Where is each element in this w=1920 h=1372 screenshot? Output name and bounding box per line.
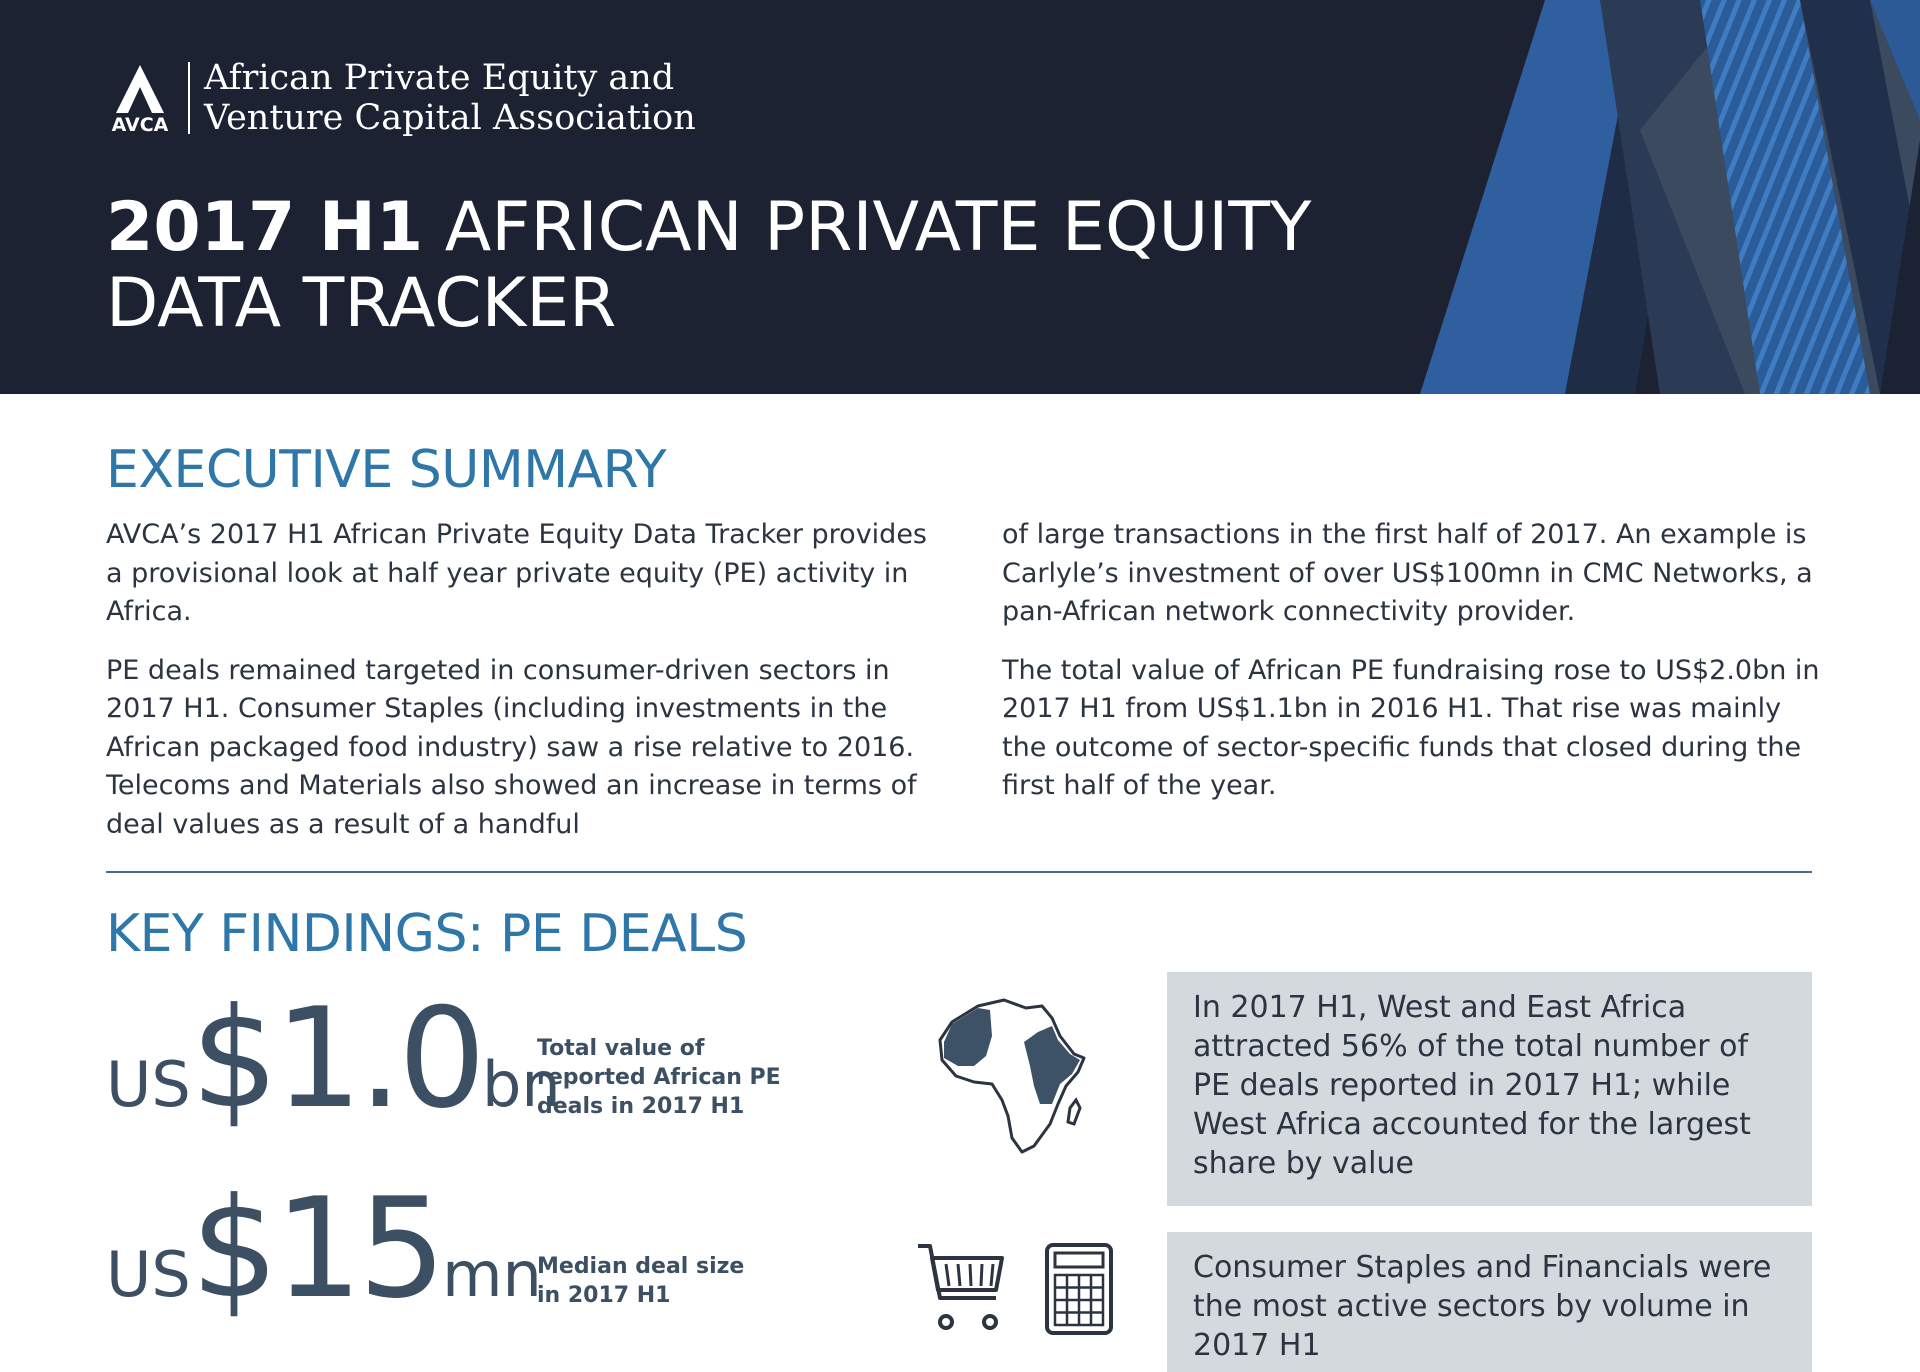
calculator-icon bbox=[1044, 1242, 1114, 1336]
logo-mark-text: AVCA bbox=[111, 114, 169, 135]
stat-prefix: US bbox=[106, 1238, 191, 1311]
stat-label-line: reported African PE bbox=[537, 1065, 781, 1090]
africa-map-icon bbox=[934, 996, 1094, 1158]
logo-text-line1: African Private Equity and bbox=[204, 58, 675, 98]
stat-value: $15 bbox=[190, 1168, 443, 1329]
stat-label-line: deals in 2017 H1 bbox=[537, 1094, 745, 1119]
title-line2: DATA TRACKER bbox=[106, 264, 617, 343]
stat-label-line: in 2017 H1 bbox=[537, 1283, 671, 1308]
stat-suffix: mn bbox=[442, 1238, 542, 1311]
finding-text: Consumer Staples and Financials were the most active sectors by volume in 2017 H1 bbox=[1193, 1250, 1772, 1363]
avca-logo-mark bbox=[106, 61, 174, 135]
stat-total-value bbox=[106, 978, 561, 1139]
shopping-cart-icon bbox=[916, 1240, 1006, 1332]
stat-median-deal bbox=[106, 1168, 542, 1329]
stat-prefix: US bbox=[106, 1048, 191, 1121]
title-bold: 2017 H1 bbox=[106, 188, 424, 267]
title-line1 bbox=[106, 188, 1311, 267]
page-title bbox=[106, 190, 1311, 342]
section-divider bbox=[106, 871, 1812, 873]
stat-label-line: Median deal size bbox=[537, 1254, 745, 1279]
stat-suffix: bn bbox=[482, 1048, 561, 1121]
finding-box-regions bbox=[1167, 972, 1812, 1206]
summary-paragraph: PE deals remained targeted in consumer-driven sectors in 2017 H1. Consumer Staples (including investments in the African packaged food industry) saw a rise relative to 2016. Telecoms and Materials also showed an increase in terms of deal values as a result of a handful bbox=[106, 654, 917, 840]
stat-label-median-deal bbox=[537, 1252, 744, 1310]
summary-right-column bbox=[1002, 516, 1832, 826]
summary-left-column bbox=[106, 516, 936, 864]
summary-paragraph: AVCA’s 2017 H1 African Private Equity Data Tracker provides a provisional look at half year private equity (PE) activity in Africa. bbox=[106, 519, 927, 627]
header-banner bbox=[0, 0, 1920, 394]
finding-box-sectors bbox=[1167, 1232, 1812, 1372]
summary-paragraph: The total value of African PE fundraising rose to US$2.0bn in 2017 H1 from US$1.1bn in 2016 H1. That rise was mainly the outcome of sector-specific funds that closed during the first half of the year. bbox=[1002, 654, 1820, 801]
stat-label-line: Total value of bbox=[537, 1036, 705, 1061]
logo-divider bbox=[188, 62, 190, 134]
key-findings-heading: KEY FINDINGS: PE DEALS bbox=[106, 904, 748, 964]
executive-summary-heading: EXECUTIVE SUMMARY bbox=[106, 440, 667, 500]
logo-text-line2: Venture Capital Association bbox=[204, 98, 696, 138]
logo-text bbox=[204, 58, 696, 138]
finding-text: In 2017 H1, West and East Africa attracted 56% of the total number of PE deals reported in 2017 H1; while West Africa accounted for the largest share by value bbox=[1193, 990, 1751, 1181]
summary-paragraph: of large transactions in the first half of 2017. An example is Carlyle’s investment of over US$100mn in CMC Networks, a pan-African network connectivity provider. bbox=[1002, 519, 1813, 627]
avca-logo[interactable] bbox=[106, 58, 696, 138]
stat-value: $1.0 bbox=[190, 978, 483, 1139]
stat-label-total-value bbox=[537, 1034, 781, 1121]
title-rest: AFRICAN PRIVATE EQUITY bbox=[423, 188, 1312, 267]
